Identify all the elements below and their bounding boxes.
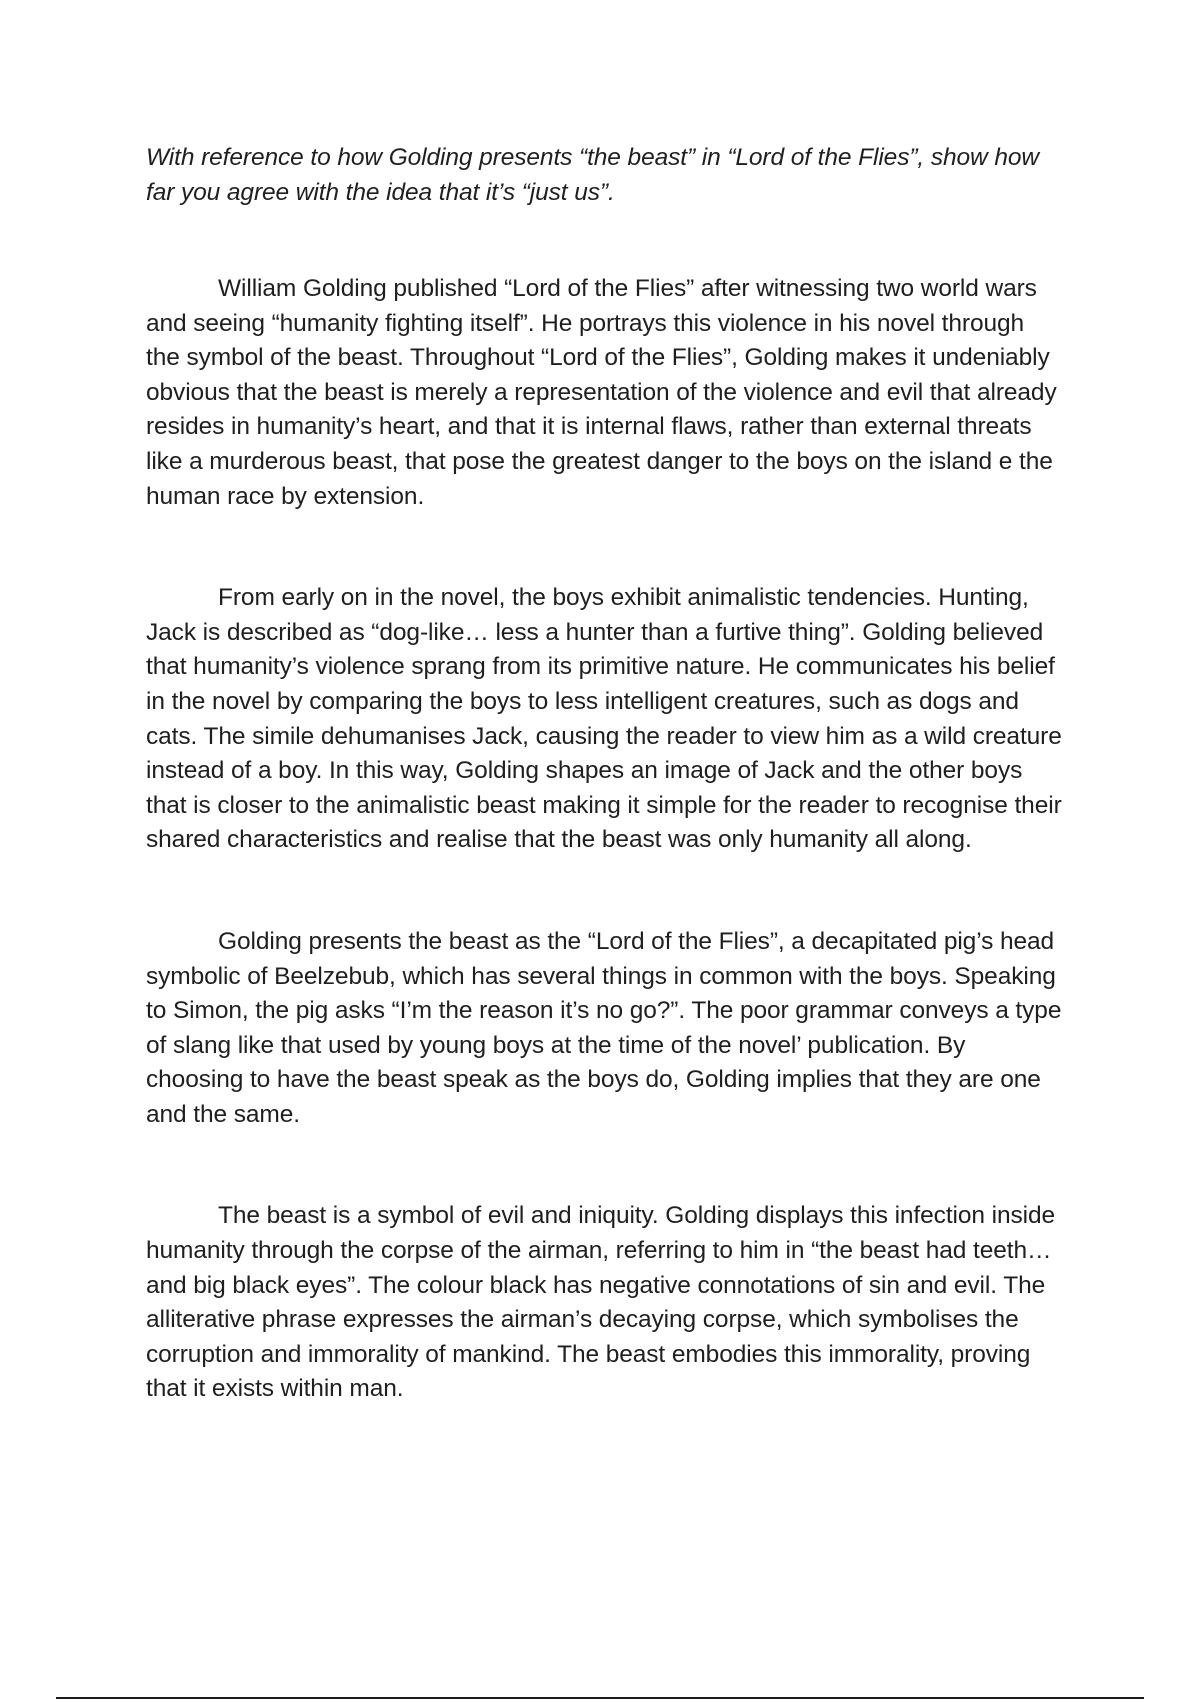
document-body xyxy=(146,140,1062,1474)
essay-paragraph-2: From early on in the novel, the boys exhibit animalistic tendencies. Hunting, Jack is described as “dog-like… less a hunter than a furtive thing”. Golding believed that humanity’s violence sprang from its primitive nature. He communicates his belief in the novel by comparing the boys to less intelligent creatures, such as dogs and cats. The simile dehumanises Jack, causing the reader to view him as a wild creature instead of a boy. In this way, Golding shapes an image of Jack and the other boys that is closer to the animalistic beast making it simple for the reader to recognise their shared characteristics and realise that the beast was only humanity all along. xyxy=(146,584,1062,854)
essay-paragraph-4: The beast is a symbol of evil and iniquity. Golding displays this infection inside humanity through the corpse of the airman, referring to him in “the beast had teeth… and big black eyes”. The colour black has negative connotations of sin and evil. The alliterative phrase expresses the airman’s decaying corpse, which symbolises the corruption and immorality of mankind. The beast embodies this immorality, proving that it exists within man. xyxy=(146,1202,1056,1403)
essay-paragraph-1: William Golding published “Lord of the Flies” after witnessing two world wars and seeing “humanity fighting itself”. He portrays this violence in his novel through the symbol of the beast. Throughout “Lord of the Flies”, Golding makes it undeniably obvious that the beast is merely a representation of the violence and evil that already resides in humanity’s heart, and that it is internal flaws, rather than external threats like a murderous beast, that pose the greatest danger to the boys on the island e the human race by extension. xyxy=(146,275,1057,510)
page-bottom-rule xyxy=(56,1697,1144,1699)
essay-paragraph-3: Golding presents the beast as the “Lord of the Flies”, a decapitated pig’s head symbolic of Beelzebub, which has several things in common with the boys. Speaking to Simon, the pig asks “I’m the reason it’s no go?”. The poor grammar conveys a type of slang like that used by young boys at the time of the novel’ publication. By choosing to have the beast speak as the boys do, Golding implies that they are one and the same. xyxy=(146,927,1062,1128)
essay-prompt: With reference to how Golding presents “the beast” in “Lord of the Flies”, show how far you agree with the idea that it’s “just us”. xyxy=(146,144,1039,206)
